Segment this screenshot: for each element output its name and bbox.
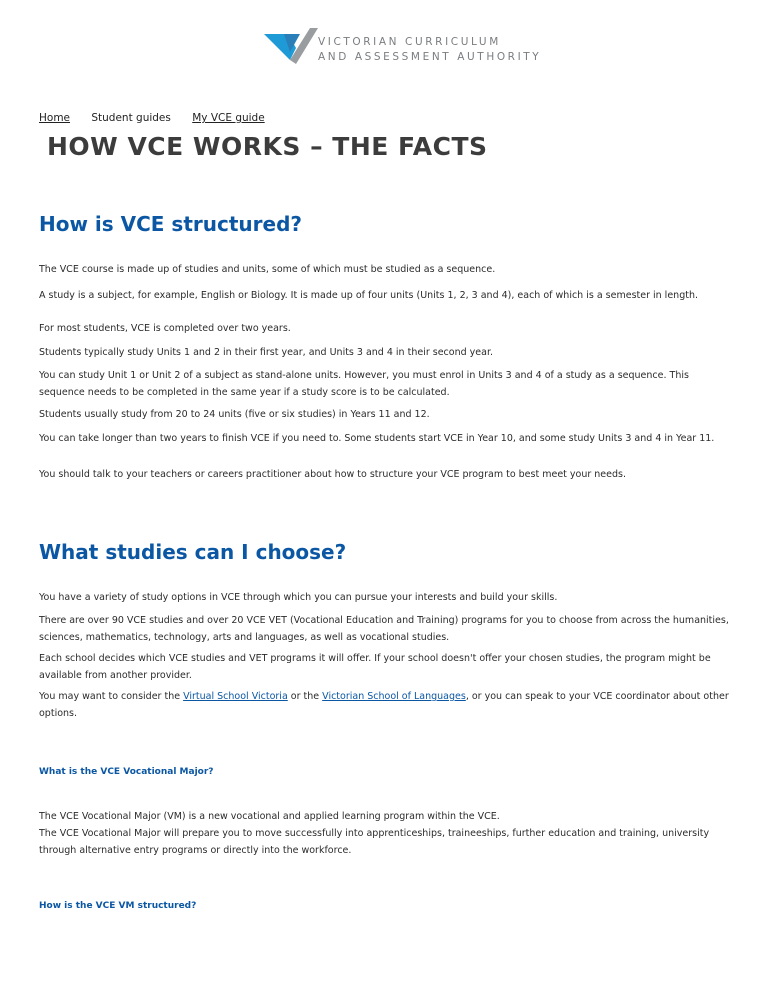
subheading-vm-structure: How is the VCE VM structured?: [39, 901, 197, 911]
breadcrumb-student-guides: Student guides: [91, 112, 171, 124]
paragraph: Each school decides which VCE studies and VET programs it will offer. If your school doesn't offer your chosen studies, the program might be available from another provider.: [39, 653, 711, 681]
site-header: [0, 0, 768, 100]
vcaa-logo-mark-icon: [262, 26, 318, 66]
section-heading-studies: What studies can I choose?: [39, 540, 347, 564]
breadcrumb-home[interactable]: Home: [39, 112, 71, 124]
breadcrumb: [39, 112, 283, 124]
section-heading-structure: How is VCE structured?: [39, 212, 302, 236]
paragraph: You can take longer than two years to finish VCE if you need to. Some students start VCE in Year 10, and some study Units 3 and 4 in Year 11.: [39, 433, 715, 444]
breadcrumb-my-vce-guide[interactable]: My VCE guide: [192, 112, 265, 124]
paragraph: The VCE course is made up of studies and units, some of which must be studied as a sequence.: [39, 264, 496, 275]
paragraph: You should talk to your teachers or careers practitioner about how to structure your VCE program to best meet your needs.: [39, 469, 626, 480]
paragraph: Students typically study Units 1 and 2 in their first year, and Units 3 and 4 in their second year.: [39, 347, 493, 358]
paragraph: For most students, VCE is completed over two years.: [39, 323, 291, 334]
paragraph: A study is a subject, for example, English or Biology. It is made up of four units (Units 1, 2, 3 and 4), each of which is a semester in length.: [39, 290, 698, 301]
paragraph-study-options: [39, 688, 734, 722]
logo-line-1: VICTORIAN CURRICULUM: [318, 36, 501, 48]
logo-line-2: AND ASSESSMENT AUTHORITY: [318, 51, 542, 63]
paragraph: The VCE Vocational Major (VM) is a new vocational and applied learning program within the VCE.: [39, 811, 500, 822]
options-text-mid: or the: [287, 691, 323, 702]
paragraph: Students usually study from 20 to 24 units (five or six studies) in Years 11 and 12.: [39, 409, 430, 420]
vcaa-logo-text: [318, 35, 541, 65]
paragraph: You can study Unit 1 or Unit 2 of a subject as stand-alone units. However, you must enrol in Units 3 and 4 of a study as a sequence. This sequence needs to be completed in the same year if a study score is to be calculated.: [39, 370, 689, 398]
options-text-pre: You may want to consider the: [39, 691, 184, 702]
page-title: HOW VCE WORKS – THE FACTS: [47, 132, 488, 161]
paragraph: You have a variety of study options in VCE through which you can pursue your interests and build your skills.: [39, 592, 558, 603]
options-text-post: , or you can speak to your VCE coordinator about other options.: [39, 691, 729, 719]
vcaa-logo[interactable]: [262, 26, 542, 66]
victorian-school-of-languages-link[interactable]: Victorian School of Languages: [322, 691, 466, 702]
paragraph: There are over 90 VCE studies and over 20 VCE VET (Vocational Education and Training) programs for you to choose from across the humanities, sciences, mathematics, technology, arts and languages, as well as vocational studies.: [39, 615, 729, 643]
subheading-vocational-major: What is the VCE Vocational Major?: [39, 767, 214, 777]
virtual-school-victoria-link[interactable]: Virtual School Victoria: [183, 691, 288, 702]
paragraph: The VCE Vocational Major will prepare you to move successfully into apprenticeships, traineeships, further education and training, university through alternative entry programs or directly into the workforce.: [39, 828, 710, 856]
